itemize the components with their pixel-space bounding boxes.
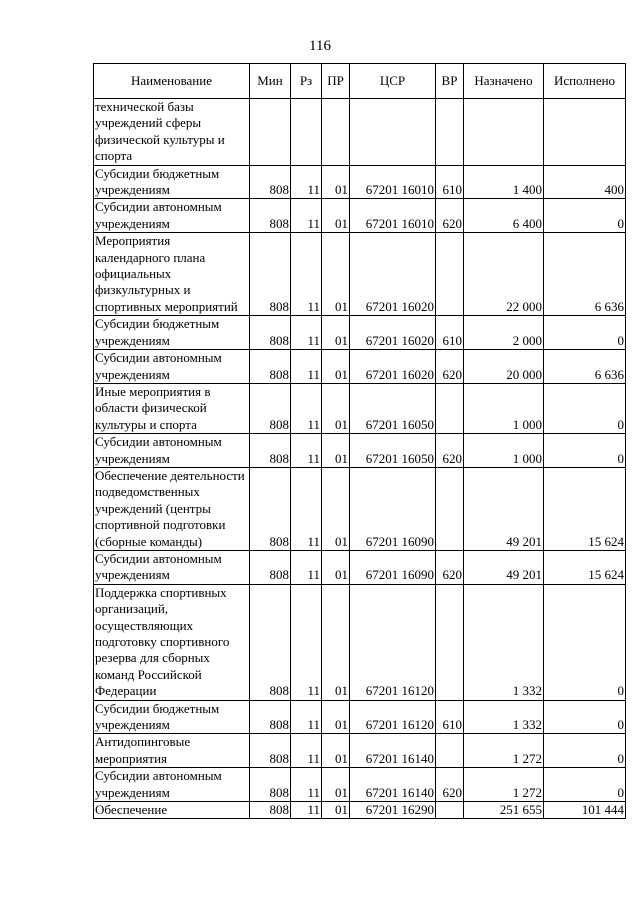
page-number: 116	[309, 38, 331, 54]
cell-naznacheno: 49 201	[464, 467, 544, 550]
cell-naznacheno: 6 400	[464, 199, 544, 233]
cell-csr: 67201 16140	[350, 768, 436, 802]
table-row	[94, 233, 626, 316]
cell-pr: 01	[322, 316, 350, 350]
cell-rz: 11	[291, 802, 322, 819]
cell-min: 808	[250, 434, 291, 468]
cell-vr: 620	[436, 199, 464, 233]
cell-vr	[436, 467, 464, 550]
cell-vr: 620	[436, 768, 464, 802]
cell-min: 808	[250, 700, 291, 734]
table-row	[94, 165, 626, 199]
cell-vr: 610	[436, 316, 464, 350]
cell-rz: 11	[291, 734, 322, 768]
header-csr: ЦСР	[350, 64, 436, 99]
cell-min: 808	[250, 467, 291, 550]
cell-name: Субсидии автономным учреждениям	[94, 199, 250, 233]
cell-pr: 01	[322, 434, 350, 468]
cell-name: Субсидии бюджетным учреждениям	[94, 700, 250, 734]
cell-rz: 11	[291, 550, 322, 584]
cell-pr: 01	[322, 165, 350, 199]
cell-csr: 67201 16090	[350, 550, 436, 584]
cell-ispolneno: 0	[544, 768, 626, 802]
table-row	[94, 199, 626, 233]
cell-min: 808	[250, 768, 291, 802]
cell-csr: 67201 16020	[350, 350, 436, 384]
cell-pr: 01	[322, 734, 350, 768]
cell-ispolneno: 400	[544, 165, 626, 199]
cell-csr: 67201 16290	[350, 802, 436, 819]
cell-vr	[436, 584, 464, 700]
cell-min: 808	[250, 233, 291, 316]
cell-csr: 67201 16050	[350, 383, 436, 433]
cell-pr: 01	[322, 550, 350, 584]
cell-ispolneno: 0	[544, 199, 626, 233]
cell-rz: 11	[291, 383, 322, 433]
cell-min	[250, 99, 291, 166]
cell-pr	[322, 99, 350, 166]
cell-pr: 01	[322, 802, 350, 819]
cell-vr	[436, 233, 464, 316]
cell-csr: 67201 16020	[350, 316, 436, 350]
cell-pr: 01	[322, 467, 350, 550]
cell-min: 808	[250, 165, 291, 199]
cell-vr: 610	[436, 165, 464, 199]
header-ispolneno: Исполнено	[544, 64, 626, 99]
cell-rz: 11	[291, 165, 322, 199]
cell-name: Поддержка спортивных организаций, осуществляющих подготовку спортивного резерва для сборных команд Российской Федерации	[94, 584, 250, 700]
cell-name: Субсидии автономным учреждениям	[94, 350, 250, 384]
cell-min: 808	[250, 584, 291, 700]
cell-ispolneno: 15 624	[544, 550, 626, 584]
cell-naznacheno: 1 000	[464, 434, 544, 468]
cell-name: Субсидии автономным учреждениям	[94, 434, 250, 468]
cell-ispolneno: 0	[544, 700, 626, 734]
cell-rz: 11	[291, 233, 322, 316]
cell-rz	[291, 99, 322, 166]
cell-ispolneno: 6 636	[544, 233, 626, 316]
cell-naznacheno: 22 000	[464, 233, 544, 316]
cell-rz: 11	[291, 316, 322, 350]
cell-name: Субсидии бюджетным учреждениям	[94, 316, 250, 350]
cell-naznacheno: 1 272	[464, 734, 544, 768]
cell-vr: 620	[436, 434, 464, 468]
table-row	[94, 350, 626, 384]
cell-ispolneno: 101 444	[544, 802, 626, 819]
cell-name: Иные мероприятия в области физической культуры и спорта	[94, 383, 250, 433]
cell-name: Мероприятия календарного плана официальных физкультурных и спортивных мероприятий	[94, 233, 250, 316]
cell-ispolneno: 0	[544, 316, 626, 350]
cell-min: 808	[250, 350, 291, 384]
cell-name: Обеспечение деятельности подведомственных учреждений (центры спортивной подготовки (сборные команды)	[94, 467, 250, 550]
cell-pr: 01	[322, 199, 350, 233]
cell-name: Антидопинговые мероприятия	[94, 734, 250, 768]
cell-min: 808	[250, 383, 291, 433]
cell-naznacheno: 1 272	[464, 768, 544, 802]
table-row	[94, 802, 626, 819]
cell-csr: 67201 16120	[350, 584, 436, 700]
cell-ispolneno: 0	[544, 434, 626, 468]
cell-ispolneno: 15 624	[544, 467, 626, 550]
cell-ispolneno: 0	[544, 734, 626, 768]
table-row	[94, 383, 626, 433]
cell-naznacheno	[464, 99, 544, 166]
header-naznacheno: Назначено	[464, 64, 544, 99]
cell-ispolneno: 0	[544, 383, 626, 433]
cell-name: Субсидии автономным учреждениям	[94, 768, 250, 802]
cell-rz: 11	[291, 700, 322, 734]
cell-rz: 11	[291, 584, 322, 700]
cell-naznacheno: 2 000	[464, 316, 544, 350]
cell-naznacheno: 1 400	[464, 165, 544, 199]
cell-vr: 610	[436, 700, 464, 734]
header-min: Мин	[250, 64, 291, 99]
budget-table	[93, 63, 626, 819]
cell-pr: 01	[322, 700, 350, 734]
cell-pr: 01	[322, 768, 350, 802]
cell-rz: 11	[291, 768, 322, 802]
cell-name: Обеспечение	[94, 802, 250, 819]
cell-min: 808	[250, 802, 291, 819]
cell-vr	[436, 99, 464, 166]
cell-csr: 67201 16020	[350, 233, 436, 316]
table-row	[94, 316, 626, 350]
cell-rz: 11	[291, 434, 322, 468]
cell-rz: 11	[291, 199, 322, 233]
header-vr: ВР	[436, 64, 464, 99]
table-row	[94, 434, 626, 468]
cell-name: технической базы учреждений сферы физической культуры и спорта	[94, 99, 250, 166]
cell-csr: 67201 16010	[350, 165, 436, 199]
table-row	[94, 550, 626, 584]
table-row	[94, 734, 626, 768]
table-row	[94, 467, 626, 550]
cell-naznacheno: 251 655	[464, 802, 544, 819]
cell-csr: 67201 16010	[350, 199, 436, 233]
cell-vr	[436, 383, 464, 433]
cell-name: Субсидии бюджетным учреждениям	[94, 165, 250, 199]
cell-naznacheno: 20 000	[464, 350, 544, 384]
table-header-row	[94, 64, 626, 99]
cell-min: 808	[250, 316, 291, 350]
table-body	[94, 99, 626, 819]
cell-csr: 67201 16140	[350, 734, 436, 768]
cell-min: 808	[250, 199, 291, 233]
table-row	[94, 99, 626, 166]
cell-vr: 620	[436, 350, 464, 384]
cell-min: 808	[250, 550, 291, 584]
cell-naznacheno: 1 332	[464, 700, 544, 734]
cell-csr: 67201 16050	[350, 434, 436, 468]
cell-ispolneno: 0	[544, 584, 626, 700]
cell-csr: 67201 16120	[350, 700, 436, 734]
cell-pr: 01	[322, 383, 350, 433]
cell-min: 808	[250, 734, 291, 768]
table-row	[94, 768, 626, 802]
cell-pr: 01	[322, 350, 350, 384]
cell-ispolneno	[544, 99, 626, 166]
cell-naznacheno: 1 000	[464, 383, 544, 433]
header-rz: Рз	[291, 64, 322, 99]
table-row	[94, 584, 626, 700]
cell-ispolneno: 6 636	[544, 350, 626, 384]
cell-pr: 01	[322, 584, 350, 700]
cell-vr: 620	[436, 550, 464, 584]
cell-name: Субсидии автономным учреждениям	[94, 550, 250, 584]
cell-rz: 11	[291, 350, 322, 384]
cell-vr	[436, 734, 464, 768]
cell-pr: 01	[322, 233, 350, 316]
cell-csr: 67201 16090	[350, 467, 436, 550]
cell-rz: 11	[291, 467, 322, 550]
table-row	[94, 700, 626, 734]
header-pr: ПР	[322, 64, 350, 99]
cell-naznacheno: 1 332	[464, 584, 544, 700]
cell-csr	[350, 99, 436, 166]
cell-naznacheno: 49 201	[464, 550, 544, 584]
header-name: Наименование	[94, 64, 250, 99]
cell-vr	[436, 802, 464, 819]
